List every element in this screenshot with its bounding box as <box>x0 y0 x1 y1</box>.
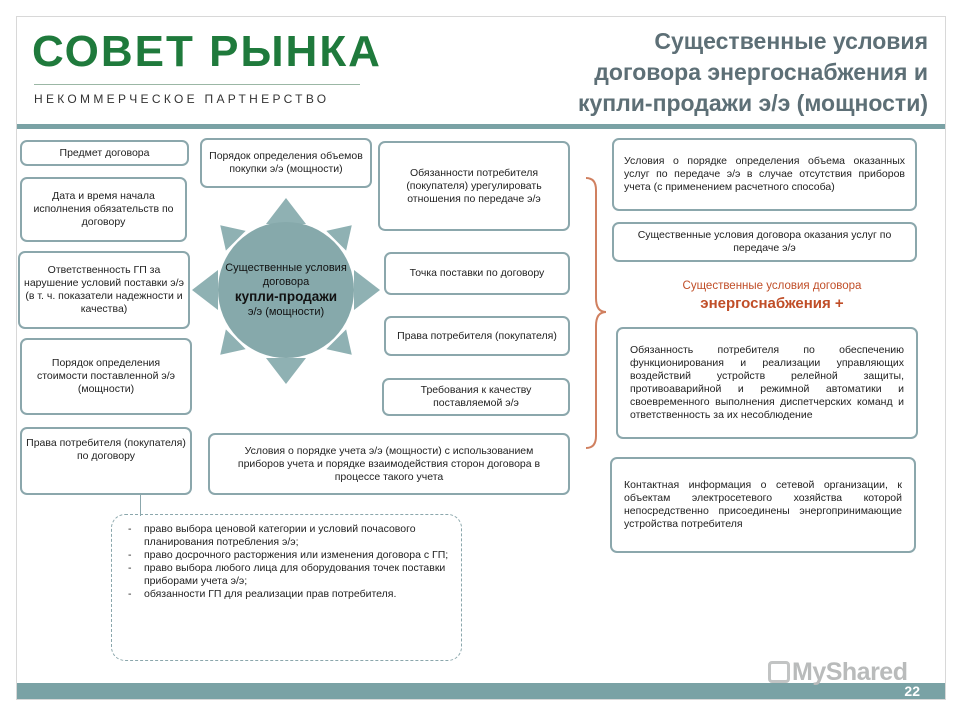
page-number: 22 <box>904 683 920 699</box>
page-title <box>498 26 928 119</box>
right-box-transmission: Существенные условия договора оказания услуг по передаче э/э <box>612 222 917 262</box>
arrow-up <box>266 198 306 224</box>
middle-box-obligations: Обязанности потребителя (покупателя) урегулировать отношения по передаче э/э <box>378 141 570 231</box>
left-box-responsibility: Ответственность ГП за нарушение условий поставки э/э (в т. ч. показатели надежности и качества) <box>18 251 190 329</box>
watermark-text: MyShared <box>792 658 908 686</box>
title-line-2: договора энергоснабжения и <box>594 59 928 85</box>
title-line-3: купли-продажи э/э (мощности) <box>577 90 928 116</box>
left-box-rights: Права потребителя (покупателя) по договору <box>20 427 192 495</box>
list-item: - право досрочного расторжения или изменения договора с ГП; <box>126 549 453 562</box>
logo-subtitle: НЕКОММЕРЧЕСКОЕ ПАРТНЕРСТВО <box>34 92 330 106</box>
presentation-icon <box>768 661 790 683</box>
left-box-start-date: Дата и время начала исполнения обязательств по договору <box>20 177 187 242</box>
circle-text-1: Существенные условия договора <box>225 262 347 288</box>
rights-list <box>126 523 453 601</box>
center-box-volumes: Порядок определения объемов покупки э/э (мощности) <box>200 138 372 188</box>
header-separator <box>17 124 945 129</box>
rights-list-box <box>111 514 462 661</box>
logo: СОВЕТ РЫНКА <box>32 27 382 76</box>
list-item: - право выбора любого лица для оборудования точек поставки приборами учета э/э; <box>126 562 453 588</box>
energy-supply-label-line1: Существенные условия договора <box>682 280 862 292</box>
circle-text-3: э/э (мощности) <box>247 306 325 318</box>
watermark <box>768 658 907 687</box>
brace-icon <box>582 176 610 450</box>
energy-supply-label-line2: энергоснабжения + <box>700 295 844 312</box>
arrow-down <box>266 358 306 384</box>
middle-box-delivery-point: Точка поставки по договору <box>384 252 570 295</box>
right-box-volume-rules: Условия о порядке определения объема оказанных услуг по передаче э/э в случае отсутствия приборов учета (с применением расчетного способа) <box>612 138 917 211</box>
logo-divider <box>34 84 360 85</box>
center-circle <box>218 222 354 358</box>
left-box-subject: Предмет договора <box>20 140 189 166</box>
list-item: - право выбора ценовой категории и условий почасового планирования потребления э/э; <box>126 523 453 549</box>
arrow-left <box>192 270 218 310</box>
energy-supply-label <box>612 279 932 313</box>
middle-box-consumer-rights: Права потребителя (покупателя) <box>384 316 570 356</box>
left-box-cost: Порядок определения стоимости поставленной э/э (мощности) <box>20 338 192 415</box>
title-line-1: Существенные условия <box>654 28 928 54</box>
center-box-metering: Условия о порядке учета э/э (мощности) с использованием приборов учета и порядке взаимодействия сторон договора в процессе такого учета <box>208 433 570 495</box>
right-box-relay-protection: Обязанность потребителя по обеспечению функционирования и реализации управляющих воздействий устройств релейной защиты, противоаварийной и режимной автоматики и своевременного выполнения диспетчерских команд и ответственность за их несоблюдение <box>616 327 918 439</box>
right-box-contact-info: Контактная информация о сетевой организации, к объектам электросетевого хозяйства которой непосредственно присоединены энергопринимающие устройства потребителя <box>610 457 916 553</box>
connector-line <box>140 494 141 516</box>
arrow-right <box>354 270 380 310</box>
list-item: - обязанности ГП для реализации прав потребителя. <box>126 588 453 601</box>
middle-box-quality: Требования к качеству поставляемой э/э <box>382 378 570 416</box>
circle-text-2: купли-продажи <box>234 289 338 304</box>
